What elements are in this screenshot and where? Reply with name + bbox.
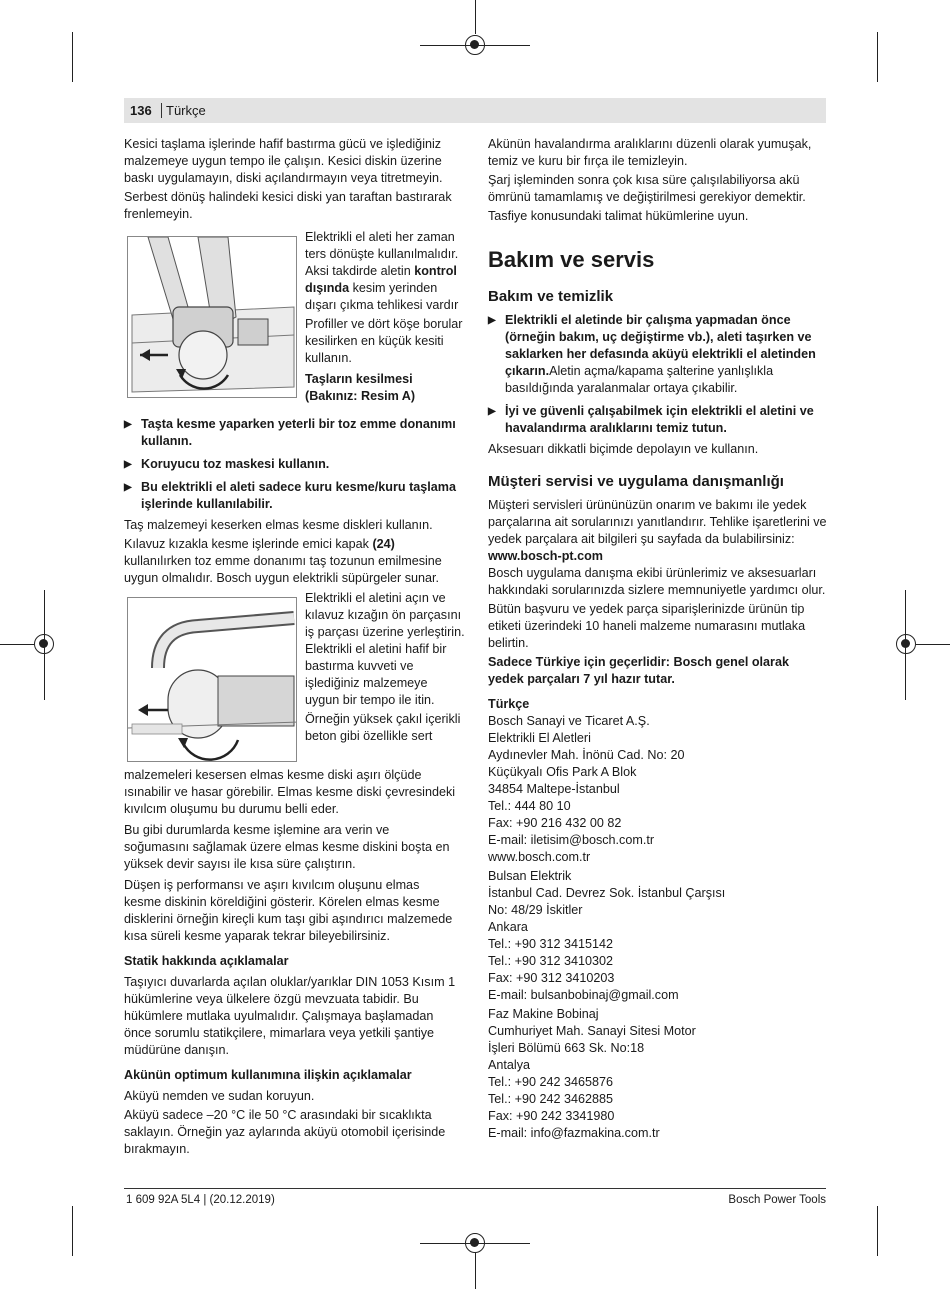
section-heading: Statik hakkında açıklamalar <box>124 954 289 968</box>
emphasis: kontrol dışında <box>305 264 457 295</box>
crop-mark <box>916 644 950 645</box>
page-footer <box>124 1188 826 1206</box>
figure-guide-sled <box>127 597 297 762</box>
paragraph <box>305 229 465 314</box>
email-link[interactable]: E-mail: bulsanbobinaj@gmail.com <box>488 988 679 1002</box>
crop-mark <box>475 1253 476 1289</box>
paragraph: Düşen iş performansı ve aşırı kıvılcım oluşunu elmas kesme diskinin köreldiğini gösterir. Körelen elmas kesme disklerini örneğin kireçli kum taşı gibi aşındırıcı malzemede kısa süreli kesme yaparak tekrar bileyebilirsiniz. <box>124 878 453 943</box>
page-number: 136 <box>130 103 152 118</box>
address-line: Bosch Sanayi ve Ticaret A.Ş. <box>488 714 650 728</box>
paragraph: Elektrikli el aletini açın ve kılavuz kızağın ön parçasını iş parçası üzerine yerleştirin. Elektrikli el aletini hafif bir bastırma kuvveti ve işlediğiniz malzemeye uygun bir tempo ile itin. <box>305 591 465 707</box>
section-heading: Bakım ve temizlik <box>488 288 614 305</box>
list-item: ▶ Bu elektrikli el aleti sadece kuru kesme/kuru taşlama işlerinde kullanılabilir. <box>124 479 456 513</box>
address-block <box>488 868 828 1004</box>
address-line: 34854 Maltepe-İstanbul <box>488 782 620 796</box>
registration-mark-icon <box>896 634 916 654</box>
website-link[interactable]: www.bosch.com.tr <box>488 850 591 864</box>
address-line: İşleri Bölümü 663 Sk. No:18 <box>488 1041 645 1055</box>
address-line: Fax: +90 242 3341980 <box>488 1109 615 1123</box>
text-run: Elektrikli el aleti her zaman ters dönüşte kullanılmalıdır. Aksi takdirde aletin <box>305 230 459 278</box>
address-line: Tel.: +90 242 3465876 <box>488 1075 613 1089</box>
address-block <box>488 1006 828 1142</box>
paragraph <box>124 536 456 587</box>
section-heading: Müşteri servisi ve uygulama danışmanlığı <box>488 473 784 490</box>
registration-mark-icon <box>34 634 54 654</box>
address-line: Ankara <box>488 920 528 934</box>
paragraph: Sadece Türkiye için geçerlidir: Bosch genel olarak yedek parçaları 7 yıl hazır tutar. <box>488 655 789 686</box>
left-column <box>124 136 456 223</box>
address-line: Tel.: 444 80 10 <box>488 799 571 813</box>
text-run: kesim yerinden dışarı çıkma tehlikesi vardır <box>305 281 459 312</box>
text-run: kullanılırken toz emme donanımı taş tozunun emilmesine uygun olmalıdır. Bosch uygun elektrikli süpürgeler sunar. <box>124 554 442 585</box>
paragraph: Aksesuarı dikkatli biçimde depolayın ve kullanın. <box>488 442 759 456</box>
paragraph: Kesici taşlama işlerinde hafif bastırma gücü ve işlediğiniz malzemeye uygun tempo ile çalışın. Kesici diskin üzerine baskı uygulamayın, diski açılandırmayın veya titretmeyin. <box>124 137 443 185</box>
figure1-caption <box>305 229 465 405</box>
left-column-lower <box>124 767 456 1158</box>
address-line: İstanbul Cad. Devrez Sok. İstanbul Çarşısı <box>488 886 726 900</box>
paragraph: Bosch uygulama danışma ekibi ürünlerimiz ve aksesuarları hakkındaki sorularınızda sizlere memnuniyetle yardımcı olur. <box>488 566 826 597</box>
crop-mark <box>72 32 73 82</box>
right-column <box>488 136 828 1142</box>
left-column-continued <box>124 416 456 587</box>
address-line: Antalya <box>488 1058 531 1072</box>
address-block <box>488 713 828 866</box>
crop-mark <box>877 32 878 82</box>
figure2-caption <box>305 590 465 745</box>
address-line: Aydınevler Mah. İnönü Cad. No: 20 <box>488 748 685 762</box>
section-heading: Taşların kesilmesi (Bakınız: Resim A) <box>305 372 416 403</box>
address-line: Fax: +90 216 432 00 82 <box>488 816 622 830</box>
address-line: No: 48/29 İskitler <box>488 903 583 917</box>
text-run: Aletin açma/kapama şalterine yanlışlıkla basıldığında yaralanmalar ortaya çıkabilir. <box>505 364 774 395</box>
address-line: Elektrikli El Aletleri <box>488 731 591 745</box>
paragraph: Aküyü nemden ve sudan koruyun. <box>124 1089 315 1103</box>
section-heading: Akünün optimum kullanımına ilişkin açıklamalar <box>124 1068 412 1082</box>
paragraph: Müşteri servisleri ürününüzün onarım ve bakımı ile yedek parçalarına ait sorularınızı yanıtlandırır. Tehlike işaretlerini ve yedek parçalara ait bilgileri şu sayfada da bulabilirsiniz: <box>488 498 827 546</box>
guide-sled-illustration <box>128 598 297 762</box>
figure-cutting-direction <box>127 236 297 398</box>
paragraph: Serbest dönüş halindeki kesici diski yan taraftan bastırarak frenlemeyin. <box>124 190 452 221</box>
address-line: Tel.: +90 312 3415142 <box>488 937 613 951</box>
paragraph: Profiller ve dört köşe borular kesilirken en küçük kesiti kullanın. <box>305 317 463 365</box>
crop-mark <box>72 1206 73 1256</box>
paragraph: malzemeleri kesersen elmas kesme diski aşırı ölçüde ısınabilir ve hasar görebilir. Elmas kesme diski çevresindeki kıvılcım oluşumu bu durumu belli eder. <box>124 768 456 816</box>
header-language: Türkçe <box>166 103 206 118</box>
paragraph: Bu gibi durumlarda kesme işlemine ara verin ve soğumasını sağlamak üzere elmas kesme diskini boşta en yüksek devir sayısı ile kısa süre çalıştırın. <box>124 823 450 871</box>
paragraph: Tasfiye konusundaki talimat hükümlerine uyun. <box>488 209 749 223</box>
paragraph: Aküyü sadece –20 °C ile 50 °C arasındaki bir sıcaklıkta saklayın. Örneğin yaz aylarında aküyü otomobil içerisinde bırakmayın. <box>124 1108 446 1156</box>
registration-mark-icon <box>465 1233 485 1253</box>
crop-mark <box>475 0 476 34</box>
document-number: 1 609 92A 5L4 | (20.12.2019) <box>126 1194 275 1206</box>
address-line: Bulsan Elektrik <box>488 869 572 883</box>
address-line: Cumhuriyet Mah. Sanayi Sitesi Motor <box>488 1024 696 1038</box>
address-line: Tel.: +90 312 3410302 <box>488 954 613 968</box>
brand-footer: Bosch Power Tools <box>728 1194 826 1206</box>
registration-mark-icon <box>465 35 485 55</box>
crop-mark <box>877 1206 878 1256</box>
crop-mark <box>0 644 34 645</box>
email-link[interactable]: E-mail: iletisim@bosch.com.tr <box>488 833 655 847</box>
address-line: Fax: +90 312 3410203 <box>488 971 615 985</box>
page-header <box>124 98 826 123</box>
address-line: Faz Makine Bobinaj <box>488 1007 599 1021</box>
section-title: Bakım ve servis <box>488 247 655 272</box>
email-link[interactable]: E-mail: info@fazmakina.com.tr <box>488 1126 660 1140</box>
paragraph: Bütün başvuru ve yedek parça siparişlerinizde ürünün tip etiketi üzerindeki 10 haneli malzeme numarasını mutlaka belirtin. <box>488 602 806 650</box>
text-run: Elektrikli el aletinde bir çalışma yapmadan önce (örneğin bakım, uç değiştirme vb.), aleti taşırken ve saklarken her defasında aküyü elektrikli el aletinden çıkarın. <box>505 313 816 378</box>
angle-grinder-illustration <box>128 237 297 398</box>
list-item: ▶ Koruyucu toz maskesi kullanın. <box>124 456 456 473</box>
paragraph: Taş malzemeyi keserken elmas kesme diskleri kullanın. <box>124 518 433 532</box>
paragraph: Örneğin yüksek çakıl içerikli beton gibi özellikle sert <box>305 712 461 743</box>
paragraph: Taşıyıcı duvarlarda açılan oluklar/yarıklar DIN 1053 Kısım 1 hükümlerine veya ülkelere özgü mevzuata tabidir. Bu hükümlere mutlaka uyulmalıdır. Çalışmaya başlamadan önce sorumlu statikçilere, mimarlara veya yetkili şantiye müdürüne danışın. <box>124 975 456 1057</box>
address-line: Tel.: +90 242 3462885 <box>488 1092 613 1106</box>
section-heading: Türkçe <box>488 697 530 711</box>
list-item: ▶ Taşta kesme yaparken yeterli bir toz emme donanımı kullanın. <box>124 416 456 450</box>
list-item: ▶ İyi ve güvenli çalışabilmek için elektrikli el aletini ve havalandırma aralıklarını temiz tutun. <box>488 403 828 437</box>
website-link[interactable]: www.bosch-pt.com <box>488 549 603 563</box>
address-line: Küçükyalı Ofis Park A Blok <box>488 765 637 779</box>
paragraph: Akünün havalandırma aralıklarını düzenli olarak yumuşak, temiz ve kuru bir fırça ile temizleyin. <box>488 137 812 168</box>
paragraph: Şarj işleminden sonra çok kısa süre çalışılabiliyorsa akü ömrünü tamamlamış ve değiştirilmesi gerekiyor demektir. <box>488 173 806 204</box>
header-divider <box>161 103 162 118</box>
list-item <box>488 312 828 397</box>
text-run: Kılavuz kızakla kesme işlerinde emici kapak <box>124 537 369 551</box>
reference-number: (24) <box>372 537 395 551</box>
